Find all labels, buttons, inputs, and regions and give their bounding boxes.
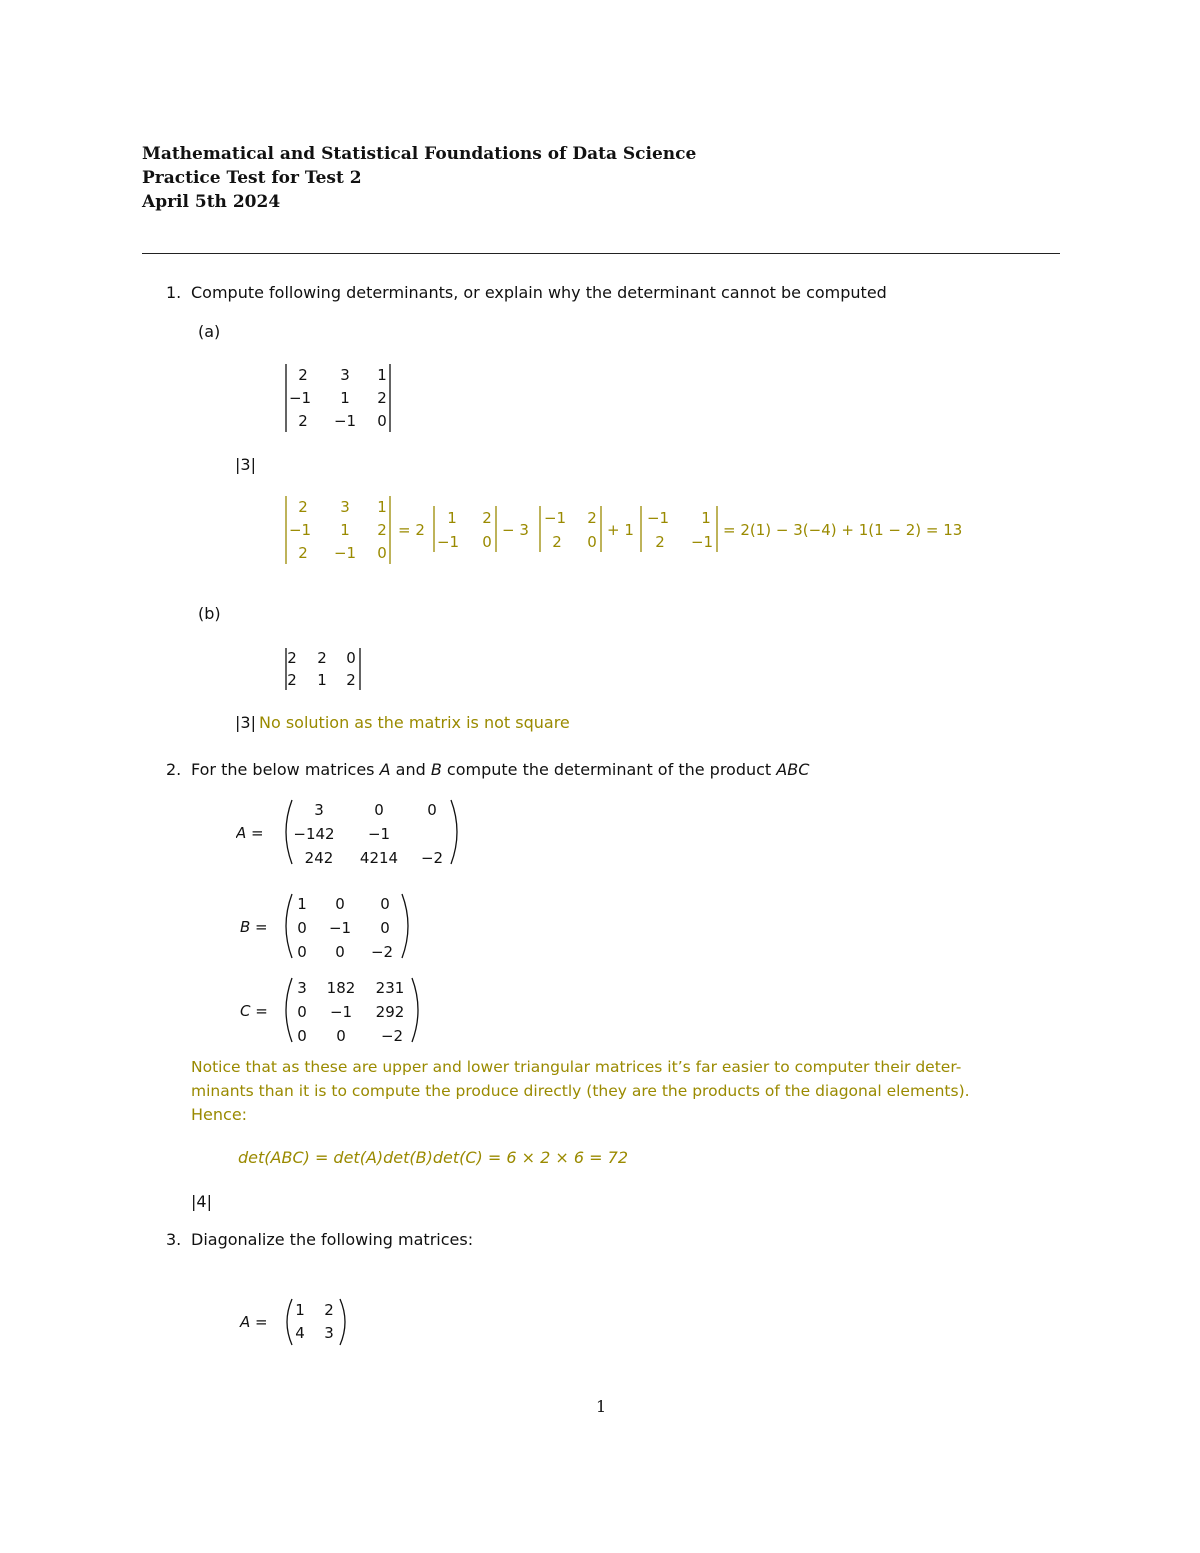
- svg-text:0: 0: [297, 919, 307, 937]
- matrix-cell: 1: [317, 671, 327, 689]
- svg-text:− 3: − 3: [502, 521, 529, 539]
- q2-notice-line-3: Hence:: [191, 1105, 248, 1124]
- matrix-cell: 2: [346, 671, 356, 689]
- svg-text:+ 1: + 1: [607, 521, 634, 539]
- svg-text:A =: A =: [240, 1313, 268, 1331]
- q1b-marks: |3|: [235, 713, 256, 732]
- svg-text:0: 0: [380, 919, 390, 937]
- svg-text:−1: −1: [328, 919, 352, 937]
- svg-text:2: 2: [324, 1301, 334, 1319]
- q2-formula: det(ABC) = det(A)det(B)det(C) = 6 × 2 × 6 = 72: [238, 1148, 629, 1167]
- svg-text:1: 1: [447, 509, 457, 527]
- matrix-cell: 2: [287, 649, 297, 667]
- matrix-cell: 2: [377, 389, 387, 407]
- svg-text:292: 292: [375, 1003, 405, 1021]
- svg-text:−1: −1: [329, 1003, 353, 1021]
- matrix-cell: −1: [288, 389, 312, 407]
- svg-text:3: 3: [324, 1324, 334, 1342]
- svg-text:−1: −1: [436, 533, 460, 551]
- svg-text:1: 1: [377, 498, 387, 516]
- matrix-cell: 2: [317, 649, 327, 667]
- svg-text:0: 0: [336, 1027, 346, 1045]
- q1a-marks: |3|: [235, 455, 256, 474]
- svg-text:−2: −2: [420, 849, 444, 867]
- q2-text: For the below matrices A and B compute the determinant of the product ABC: [191, 760, 810, 779]
- q2-notice-line-2: minants than it is to compute the produce directly (they are the products of the diagonal elements).: [191, 1082, 970, 1100]
- svg-text:0: 0: [377, 544, 387, 562]
- matrix-cell: 2: [287, 671, 297, 689]
- svg-text:1: 1: [297, 895, 307, 913]
- svg-text:= 2(1) − 3(−4) + 1(1 − 2) = 13: = 2(1) − 3(−4) + 1(1 − 2) = 13: [723, 521, 963, 539]
- q1a-answer: [280, 492, 1020, 568]
- q1a-determinant: [280, 360, 400, 436]
- matrix-cell: 2: [298, 366, 308, 384]
- q3-number: 3.: [166, 1230, 182, 1249]
- svg-text:1: 1: [295, 1301, 305, 1319]
- svg-text:−1: −1: [543, 509, 567, 527]
- svg-text:1: 1: [340, 521, 350, 539]
- svg-text:2: 2: [552, 533, 562, 551]
- svg-text:−1: −1: [690, 533, 714, 551]
- q2-matrix-c: [236, 974, 426, 1046]
- svg-text:0: 0: [297, 943, 307, 961]
- q3-text: Diagonalize the following matrices:: [191, 1230, 474, 1249]
- document-subtitle: Practice Test for Test 2: [142, 168, 362, 188]
- svg-text:0: 0: [587, 533, 597, 551]
- svg-text:0: 0: [335, 943, 345, 961]
- svg-text:0: 0: [297, 1027, 307, 1045]
- q1-number: 1.: [166, 283, 182, 302]
- matrix-cell: 1: [340, 389, 350, 407]
- document-title: Mathematical and Statistical Foundations of Data Science: [142, 144, 697, 164]
- svg-text:−2: −2: [370, 943, 394, 961]
- svg-text:−142: −142: [293, 825, 335, 843]
- svg-text:−1: −1: [333, 544, 357, 562]
- svg-text:−2: −2: [380, 1027, 404, 1045]
- matrix-cell: 3: [340, 366, 350, 384]
- svg-text:2: 2: [587, 509, 597, 527]
- svg-text:3: 3: [297, 979, 307, 997]
- matrix-cell: 0: [346, 649, 356, 667]
- svg-text:0: 0: [380, 895, 390, 913]
- page-number: 1: [596, 1397, 607, 1416]
- svg-text:−1: −1: [646, 509, 670, 527]
- svg-text:C =: C =: [240, 1002, 268, 1020]
- svg-text:0: 0: [374, 801, 384, 819]
- svg-text:242: 242: [304, 849, 334, 867]
- q3-matrix-a: [236, 1296, 356, 1348]
- matrix-cell: 2: [298, 412, 308, 430]
- document-date: April 5th 2024: [142, 192, 281, 212]
- q1a-label: (a): [198, 322, 221, 341]
- matrix-cell: −1: [333, 412, 357, 430]
- svg-text:−1: −1: [367, 825, 391, 843]
- svg-text:1: 1: [701, 509, 711, 527]
- svg-text:3: 3: [340, 498, 350, 516]
- svg-text:2: 2: [298, 544, 308, 562]
- q1b-determinant: [280, 644, 370, 694]
- matrix-cell: 1: [377, 366, 387, 384]
- svg-text:4: 4: [295, 1324, 305, 1342]
- svg-text:0: 0: [297, 1003, 307, 1021]
- header-rule: [142, 253, 1060, 254]
- svg-text:2: 2: [655, 533, 665, 551]
- svg-text:182: 182: [326, 979, 356, 997]
- q1b-answer: No solution as the matrix is not square: [259, 713, 570, 732]
- q2-number: 2.: [166, 760, 182, 779]
- q1-text: Compute following determinants, or explain why the determinant cannot be computed: [191, 283, 887, 302]
- svg-text:0: 0: [427, 801, 437, 819]
- svg-text:2: 2: [377, 521, 387, 539]
- svg-text:A =: A =: [236, 824, 264, 842]
- q2-matrix-b: [236, 890, 426, 962]
- svg-text:4214: 4214: [359, 849, 399, 867]
- q2-notice-line-1: Notice that as these are upper and lower triangular matrices it’s far easier to computer their deter-: [191, 1058, 962, 1076]
- svg-text:0: 0: [482, 533, 492, 551]
- svg-text:3: 3: [314, 801, 324, 819]
- q1b-label: (b): [198, 604, 221, 623]
- svg-text:= 2: = 2: [398, 521, 425, 539]
- svg-text:B =: B =: [240, 918, 268, 936]
- q2-matrix-a: [236, 796, 466, 868]
- svg-text:231: 231: [375, 979, 405, 997]
- svg-text:0: 0: [335, 895, 345, 913]
- svg-text:2: 2: [482, 509, 492, 527]
- svg-text:−1: −1: [288, 521, 312, 539]
- matrix-cell: 0: [377, 412, 387, 430]
- svg-text:2: 2: [298, 498, 308, 516]
- q2-marks: |4|: [191, 1192, 212, 1211]
